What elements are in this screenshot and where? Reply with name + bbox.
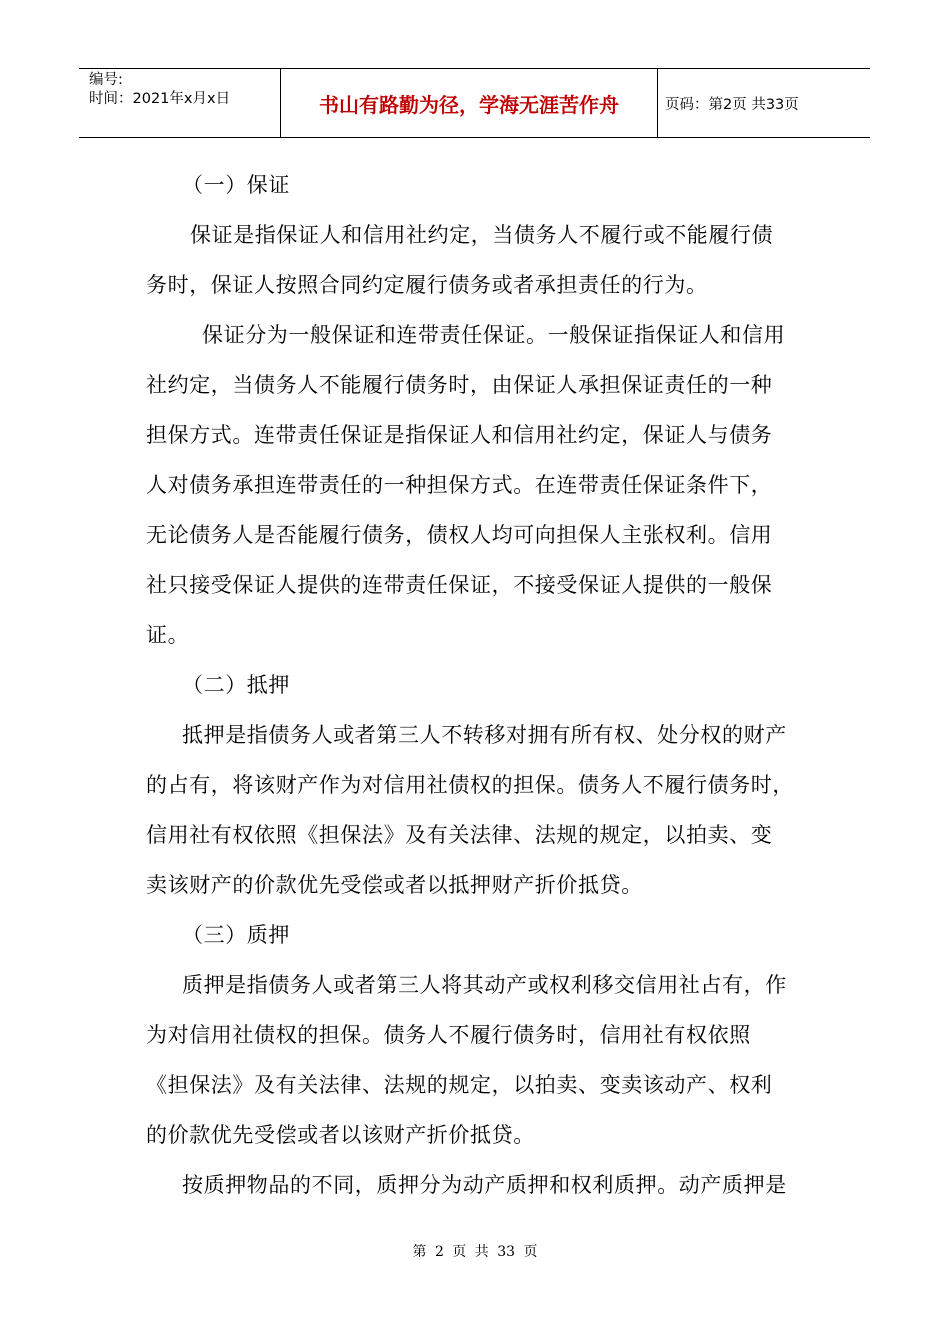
body-text-line: 为对信用社债权的担保。债务人不履行债务时，信用社有权依照 (146, 1023, 751, 1047)
body-text-line: 的占有，将该财产作为对信用社债权的担保。债务人不履行债务时， (146, 773, 794, 797)
body-text-line: 保证分为一般保证和连带责任保证。一般保证指保证人和信用 (202, 323, 786, 347)
body-text-line: 按质押物品的不同，质押分为动产质押和权利质押。动产质押是 (182, 1173, 787, 1197)
body-text-line: 的价款优先受偿或者以该财产折价抵贷。 (146, 1123, 535, 1147)
body-text-line: 社约定，当债务人不能履行债务时，由保证人承担保证责任的一种 (146, 373, 773, 397)
body-text-line: 担保方式。连带责任保证是指保证人和信用社约定，保证人与债务 (146, 423, 773, 447)
body-text-line: 社只接受保证人提供的连带责任保证，不接受保证人提供的一般保 (146, 573, 773, 597)
body-text-line: 抵押是指债务人或者第三人不转移对拥有所有权、处分权的财产 (182, 723, 787, 747)
body-text-line: 质押是指债务人或者第三人将其动产或权利移交信用社占有，作 (182, 973, 787, 997)
document-header (79, 68, 870, 138)
body-text-line: 信用社有权依照《担保法》及有关法律、法规的规定，以拍卖、变 (146, 823, 773, 847)
document-number-label: 编号: (89, 72, 123, 88)
header-meta (79, 69, 281, 137)
body-text-line: （二）抵押 (182, 673, 290, 697)
body-text-line: （一）保证 (182, 173, 290, 197)
header-page-info: 页码：第2页 共33页 (665, 96, 799, 113)
body-text-line: 无论债务人是否能履行债务，债权人均可向担保人主张权利。信用 (146, 523, 773, 547)
document-date: 时间：2021年x月x日 (89, 91, 231, 107)
body-text-line: 人对债务承担连带责任的一种担保方式。在连带责任保证条件下， (146, 473, 773, 497)
body-text-line: 卖该财产的价款优先受偿或者以抵押财产折价抵贷。 (146, 873, 643, 897)
header-motto: 书山有路勤为径，学海无涯苦作舟 (281, 69, 658, 137)
body-text-line: 保证是指保证人和信用社约定，当债务人不履行或不能履行债 (190, 223, 774, 247)
page-footer: 第 2 页 共 33 页 (412, 1244, 538, 1260)
body-text-line: （三）质押 (182, 923, 290, 947)
document-body (146, 160, 811, 1210)
body-text-line: 证。 (146, 623, 190, 647)
body-text-line: 《担保法》及有关法律、法规的规定，以拍卖、变卖该动产、权利 (146, 1073, 773, 1097)
body-text-line: 务时，保证人按照合同约定履行债务或者承担责任的行为。 (146, 273, 708, 297)
